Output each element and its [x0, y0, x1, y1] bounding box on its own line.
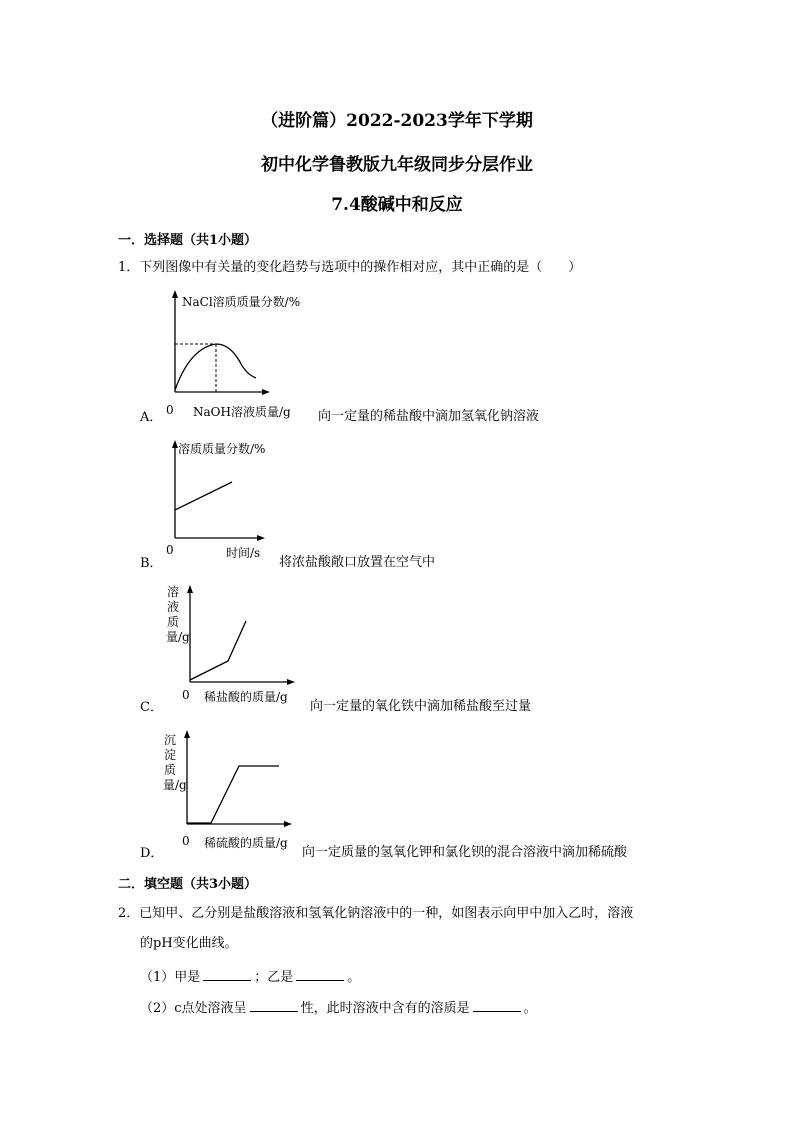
graph-a-xlabel: NaOH溶液质量/g	[193, 405, 291, 419]
question-1-stem: 1．下列图像中有关量的变化趋势与选项中的操作相对应，其中正确的是（ ）	[118, 260, 582, 275]
graph-d-xlabel: 稀硫酸的质量/g	[204, 836, 288, 850]
graph-d-ylabel: 沉淀质量/g	[163, 733, 187, 792]
answer-blank-yi[interactable]	[296, 968, 344, 981]
sub1-part-c: 。	[347, 970, 361, 985]
option-a-letter: A．	[140, 410, 163, 425]
option-a-description: 向一定量的稀盐酸中滴加氢氧化钠溶液	[318, 409, 540, 424]
answer-blank-solute[interactable]	[473, 999, 521, 1012]
graph-b-x-arrow	[257, 535, 265, 541]
graph-b-ylabel: 溶质质量分数/%	[178, 442, 266, 456]
doc-title-line3: 7.4酸碱中和反应	[331, 195, 463, 215]
option-b-letter: B．	[140, 556, 163, 571]
doc-title-line1: （进阶篇）2022-2023学年下学期	[261, 111, 533, 131]
graph-a-y-arrow	[172, 290, 178, 298]
graph-d-x-arrow	[284, 821, 292, 827]
graph-c-xlabel: 稀盐酸的质量/g	[204, 690, 288, 704]
graph-d-origin: 0	[182, 834, 190, 848]
graph-b-origin: 0	[166, 543, 174, 557]
graph-b-xlabel: 时间/s	[226, 546, 261, 560]
option-c-description: 向一定量的氧化铁中滴加稀盐酸至过量	[310, 699, 532, 714]
option-d-description: 向一定质量的氢氧化钾和氯化钡的混合溶液中滴加稀硫酸	[302, 845, 628, 860]
section-1-heading: 一．选择题（共1小题）	[118, 233, 258, 248]
graph-a-origin: 0	[166, 403, 174, 417]
graph-b-line	[175, 482, 232, 510]
question-2-stem-line2: 的pH变化曲线。	[140, 936, 238, 951]
doc-title-line2: 初中化学鲁教版九年级同步分层作业	[261, 155, 533, 175]
question-2-sub2	[140, 999, 740, 1018]
graph-c-ylabel: 溶液质量/g	[166, 585, 190, 644]
section-2-heading: 二．填空题（共3小题）	[118, 877, 258, 892]
question-2-sub1	[140, 968, 740, 987]
sub2-part-a: （2）c点处溶液呈	[140, 1001, 247, 1016]
graph-c-x-arrow	[287, 679, 295, 685]
answer-blank-property[interactable]	[250, 999, 298, 1012]
graph-d-line	[187, 766, 279, 823]
sub2-part-b: 性，此时溶液中含有的溶质是	[300, 1001, 470, 1016]
sub1-part-a: （1）甲是	[140, 970, 201, 985]
question-2-stem-line1: 2．已知甲、乙分别是盐酸溶液和氢氧化钠溶液中的一种，如图表示向甲中加入乙时，溶液	[118, 906, 634, 921]
graph-a-ylabel: NaCl溶质质量分数/%	[182, 295, 301, 309]
graph-d-y-arrow	[184, 730, 190, 738]
option-c-letter: C．	[140, 700, 163, 715]
graph-a-x-arrow	[262, 389, 270, 395]
option-d-letter: D．	[140, 846, 164, 861]
graph-c-y-arrow	[187, 585, 193, 593]
sub1-part-b: ；乙是	[254, 970, 294, 985]
answer-blank-jia[interactable]	[203, 968, 251, 981]
sub2-part-c: 。	[523, 1001, 537, 1016]
graph-c-origin: 0	[182, 688, 190, 702]
graph-c-line	[190, 621, 246, 680]
option-b-description: 将浓盐酸敞口放置在空气中	[279, 555, 436, 570]
